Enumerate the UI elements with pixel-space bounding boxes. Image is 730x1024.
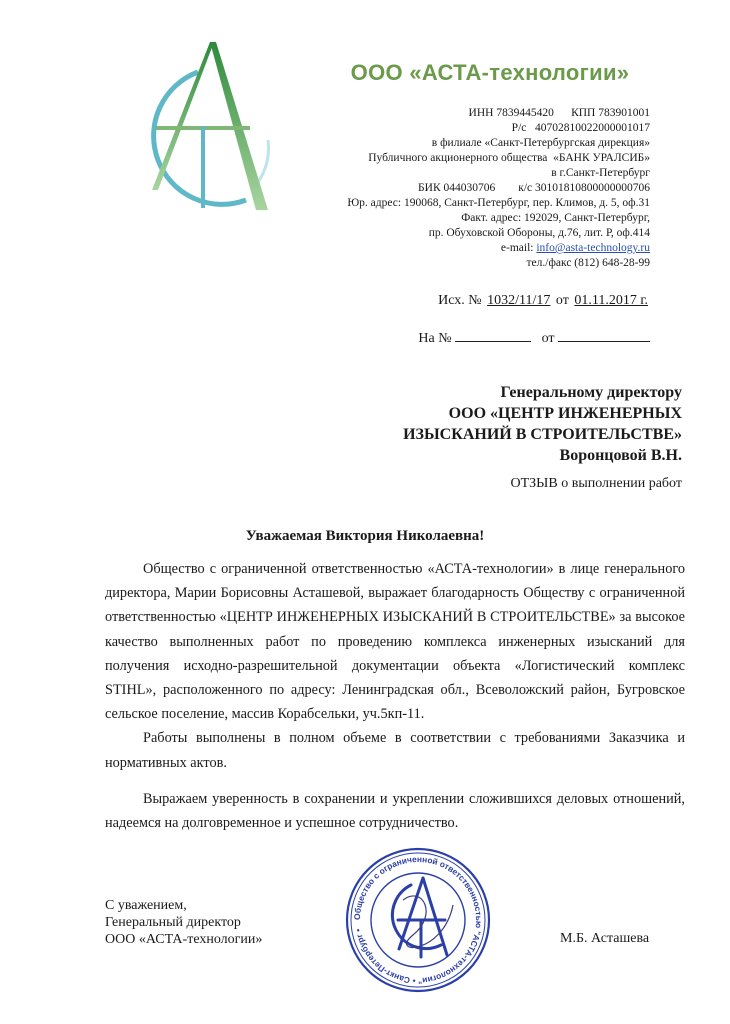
outgoing-number: 1032/11/17 [487, 293, 551, 308]
outgoing-label: Исх. № [438, 293, 482, 308]
signer-name: М.Б. Асташева [560, 931, 650, 946]
requisite-line: в г.Санкт-Петербург [551, 167, 650, 179]
requisite-line: Юр. адрес: 190068, Санкт-Петербург, пер. Климов, д. 5, оф.31 [347, 197, 650, 209]
phone-line: тел./факс (812) 648-28-99 [526, 257, 650, 269]
requisite-line: БИК 044030706 к/с 30101810800000000706 [418, 182, 650, 194]
email-link[interactable]: info@asta-technology.ru [536, 242, 650, 254]
addressee-line: Воронцовой В.Н. [559, 447, 682, 464]
requisite-line: Публичного акционерного общества «БАНК УРАЛСИБ» [368, 152, 650, 164]
addressee-block [403, 382, 682, 466]
signature-block [105, 897, 262, 948]
outgoing-date: 01.11.2017 г. [574, 293, 648, 308]
outgoing-reference [438, 293, 650, 309]
company-title: ООО «АСТА-технологии» [350, 60, 630, 85]
requisite-line: Р/с 40702810022000001017 [511, 122, 650, 134]
incoming-number-blank [455, 329, 531, 342]
company-stamp [343, 845, 493, 995]
company-logo [128, 40, 278, 225]
email-line [347, 241, 650, 256]
requisite-line: ИНН 7839445420 КПП 783901001 [468, 107, 650, 119]
body-paragraph: Общество с ограниченной ответственностью «АСТА-технологии» в лице генерального директора, Марии Борисовны Асташевой, выражает благодарность Обществу с ограниченной ответственностью «ЦЕНТР ИНЖЕНЕРНЫХ ИЗЫСКАНИЙ В СТРОИТЕЛЬСТВЕ» за высокое качество выполненных работ по проведению комплекса инженерных изысканий для получения исходно-разрешительной документации объекта «Логистический комплекс STIHL», расположенного по адресу: Ленинградская обл., Всеволожский район, Бугровское сельское поселение, массив Корабсельки, уч.5кп-11. [105, 561, 685, 723]
body-paragraph: Выражаем уверенность в сохранении и укреплении сложившихся деловых отношений, надеемся на долговременное и успешное сотрудничество. [105, 790, 685, 832]
salutation: Уважаемая Виктория Николаевна! [245, 528, 485, 544]
requisite-line: Факт. адрес: 192029, Санкт-Петербург, [461, 212, 650, 224]
requisite-line: в филиале «Санкт-Петербургская дирекция» [431, 137, 650, 149]
signer-company: ООО «АСТА-технологии» [105, 932, 263, 947]
outgoing-date-label: от [555, 293, 569, 308]
incoming-reference [418, 329, 650, 347]
body-paragraph: Работы выполнены в полном объеме в соответствии с требованиями Заказчика и нормативных актов. [105, 730, 685, 771]
signer-position: Генеральный директор [105, 915, 241, 930]
incoming-date-label: от [541, 331, 555, 346]
addressee-line: ИЗЫСКАНИЙ В СТРОИТЕЛЬСТВЕ» [403, 426, 682, 443]
incoming-date-blank [558, 329, 650, 342]
company-requisites [347, 106, 650, 271]
addressee-line: ООО «ЦЕНТР ИНЖЕНЕРНЫХ [448, 405, 682, 422]
requisite-line: пр. Обуховской Обороны, д.76, лит. Р, оф.414 [428, 227, 650, 239]
stamp-ring-textpath: Общество с ограниченной ответственностью "АСТА-технологии" • Санкт-Петербург • [351, 853, 485, 987]
addressee-line: Генеральному директору [500, 384, 682, 401]
letter-body [105, 557, 685, 835]
closing-line: С уважением, [105, 898, 187, 913]
document-subject: ОТЗЫВ о выполнении работ [510, 476, 682, 491]
email-label: e-mail: [500, 242, 537, 254]
incoming-label: На № [418, 331, 452, 346]
